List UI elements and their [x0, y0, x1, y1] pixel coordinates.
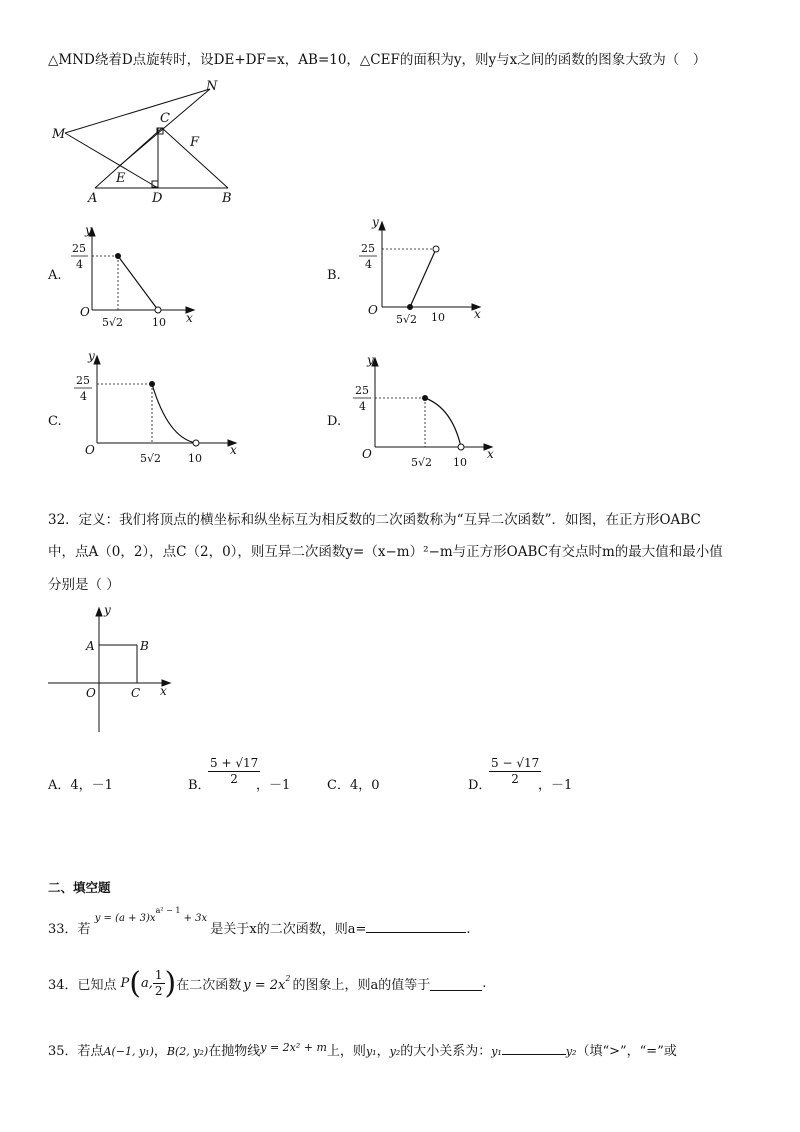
q35-y1b: y₁ — [491, 1045, 502, 1058]
a-x-label: x — [186, 311, 193, 325]
q31-option-a-graph — [70, 222, 220, 332]
b-x-label: x — [474, 307, 481, 321]
q35-middle: 在抛物线 — [208, 1044, 261, 1059]
q32-label-b: B — [140, 639, 149, 653]
q32-label-o: O — [86, 686, 96, 700]
q33-formula — [94, 906, 211, 924]
q32-option-d-label: D． — [468, 778, 492, 793]
q35-text3: 的大小关系为： — [400, 1044, 492, 1059]
q31-option-b-graph — [348, 212, 498, 327]
q35-y1: y₁ — [365, 1045, 377, 1058]
q32-option-b-fraction — [208, 756, 260, 787]
q34-func-exp: 2 — [285, 974, 291, 983]
q31-option-b-label: B. — [327, 268, 341, 283]
a-peak-num: 25 — [72, 242, 86, 255]
q32-label-a: A — [86, 639, 95, 653]
q35-sep: ， — [153, 1044, 167, 1059]
d-origin: O — [362, 447, 372, 461]
a-y-label: y — [85, 223, 92, 237]
b-tick-x2: 10 — [431, 311, 445, 324]
q31-figure — [48, 78, 248, 208]
label-f: F — [190, 135, 200, 150]
a-peak-den: 4 — [76, 258, 83, 271]
q32-option-d-num: 5 − √17 — [491, 756, 540, 770]
q33-formula-main: y = (a + 3)x — [94, 913, 156, 924]
c-tick-x2: 10 — [188, 452, 202, 465]
q31-option-d-label: D. — [327, 414, 342, 429]
a-tick-x2: 10 — [152, 316, 166, 329]
q33-question — [48, 906, 471, 937]
q32-option-b-num: 5 + √17 — [210, 756, 259, 770]
q34-point-fraction — [153, 968, 165, 999]
d-tick-x1: 5√2 — [411, 456, 433, 469]
c-peak-num: 25 — [76, 374, 90, 387]
q34-question — [48, 965, 487, 1001]
q32-option-d-fraction — [489, 756, 541, 787]
a-tick-x1: 5√2 — [102, 316, 124, 329]
a-origin: O — [80, 305, 90, 319]
c-y-label: y — [88, 349, 95, 363]
q34-func — [243, 974, 290, 993]
q34-point-a: a, — [141, 976, 153, 991]
q32-option-b-label: B． — [188, 778, 211, 793]
q32-line2: 中，点A（0，2），点C（2，0），则互异二次函数y=（x−m）²−m与正方形OABC有交点时m的最大值和最小值 — [48, 544, 723, 560]
q31-option-d-graph — [348, 350, 508, 470]
q35-text2: 上，则 — [326, 1044, 366, 1059]
b-origin: O — [368, 303, 378, 317]
q33-formula-tail: + 3x — [183, 913, 208, 924]
q35-prefix: 35．若点 — [48, 1044, 104, 1059]
q34-suffix: 的图象上，则a的值等于 — [292, 978, 431, 993]
b-peak-den: 4 — [365, 258, 372, 271]
q32-x-label: x — [160, 684, 167, 698]
q34-middle: 在二次函数 — [176, 978, 242, 993]
q32-line1: 32．定义：我们将顶点的横坐标和纵坐标互为相反数的二次函数称为“互异二次函数”．如图，在正方形OABC — [48, 512, 701, 528]
c-x-label: x — [230, 443, 237, 457]
q34-end: . — [482, 976, 487, 991]
label-n: N — [206, 79, 218, 94]
b-peak-num: 25 — [361, 242, 375, 255]
q34-func-main: y = 2x — [243, 978, 286, 993]
d-x-label: x — [487, 447, 494, 461]
q35-point-b: B(2, y₂) — [166, 1045, 209, 1058]
q32-option-a: A．4，－1 — [48, 778, 113, 793]
q32-figure — [46, 604, 186, 734]
q31-option-a-label: A. — [48, 268, 62, 283]
q32-y-label: y — [104, 603, 111, 617]
label-c: C — [160, 111, 170, 126]
q31-option-c-graph — [70, 348, 250, 468]
q32-option-c: C．4，0 — [327, 778, 380, 793]
q34-answer-blank[interactable] — [430, 976, 482, 991]
q35-comma: ， — [376, 1044, 390, 1059]
q35-point-a: A(−1, y₁) — [103, 1045, 154, 1058]
d-peak-den: 4 — [359, 400, 366, 413]
label-a: A — [88, 191, 98, 206]
q33-suffix: 是关于x的二次函数，则a= — [210, 922, 367, 937]
c-origin: O — [85, 443, 95, 457]
q32-label-c: C — [131, 686, 141, 700]
label-b: B — [222, 191, 232, 206]
d-tick-x2: 10 — [453, 456, 467, 469]
q32-option-d-tail: ，－1 — [538, 778, 573, 793]
q34-prefix: 34．已知点 — [48, 978, 117, 993]
d-peak-num: 25 — [355, 384, 369, 397]
q32-option-d-den: 2 — [511, 772, 519, 786]
q34-paren-left: ( — [129, 965, 142, 1001]
q35-tail: （填“>”，“=”或 — [576, 1044, 677, 1059]
label-e: E — [116, 171, 126, 186]
q35-func: y = 2x² + m — [260, 1041, 327, 1054]
q35-y2: y₂ — [389, 1045, 401, 1058]
section-heading: 二、填空题 — [48, 880, 111, 895]
q34-point-den: 2 — [154, 984, 163, 998]
q34-paren-right: ) — [164, 965, 177, 1001]
q32-option-b-den: 2 — [230, 772, 238, 786]
q32-option-b-tail: ，－1 — [256, 778, 291, 793]
q31-option-c-label: C. — [48, 414, 62, 429]
q31-stem: △MND绕着D点旋转时，设DE+DF=x，AB=10，△CEF的面积为y，则y与x之间的函数的图象大致为（ ） — [48, 52, 707, 68]
b-y-label: y — [372, 215, 379, 229]
q32-line3: 分别是（ ） — [48, 577, 120, 593]
q35-answer-blank[interactable] — [502, 1040, 566, 1055]
d-y-label: y — [367, 353, 374, 367]
c-tick-x1: 5√2 — [140, 452, 162, 465]
q35-y2b: y₂ — [565, 1045, 577, 1058]
q33-answer-blank[interactable] — [366, 918, 466, 933]
b-tick-x1: 5√2 — [396, 313, 418, 326]
q34-point-num: 1 — [154, 968, 163, 982]
c-peak-den: 4 — [80, 390, 87, 403]
q33-end: . — [466, 922, 471, 937]
q33-prefix: 33．若 — [48, 922, 91, 937]
label-d: D — [152, 191, 163, 206]
q34-point-name: P — [120, 976, 130, 991]
label-m: M — [52, 127, 66, 142]
q33-formula-exp: a² − 1 — [155, 906, 181, 915]
q35-question — [48, 1040, 677, 1059]
